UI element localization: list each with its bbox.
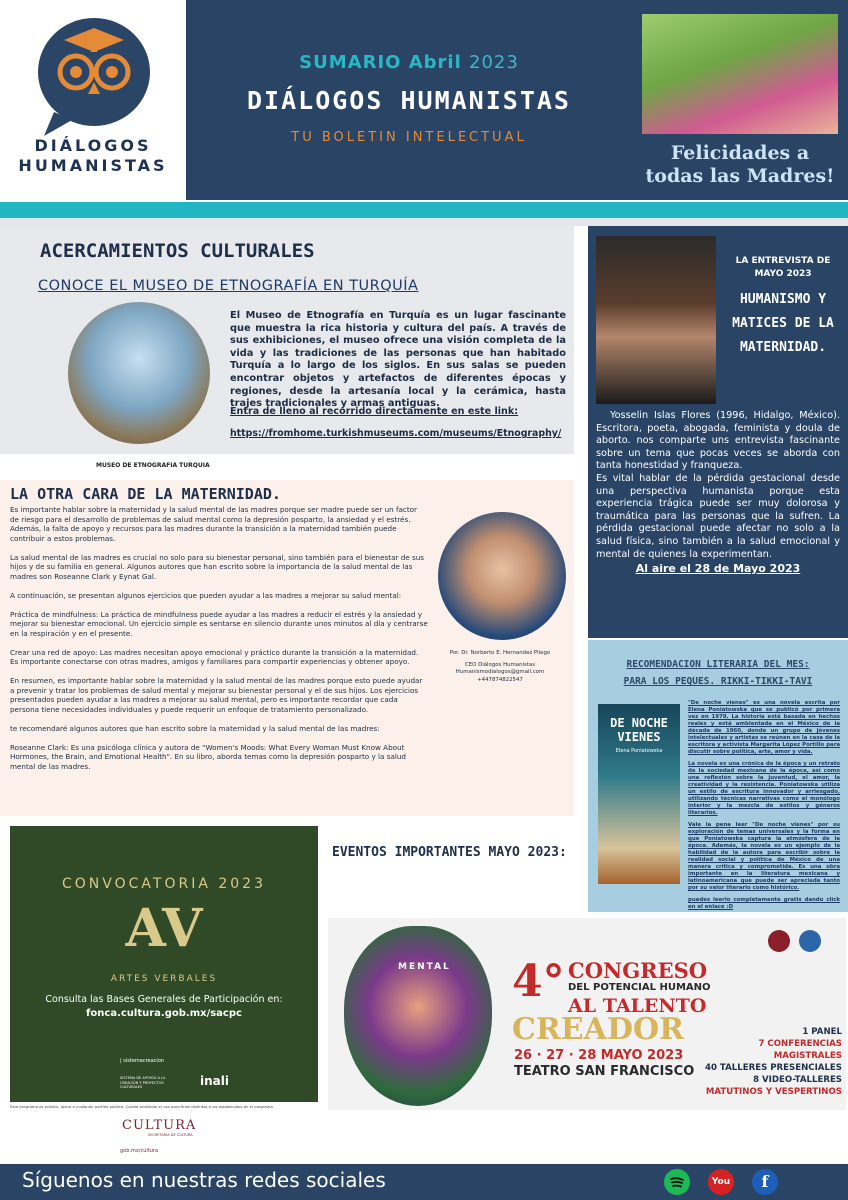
entrevista-air-date: Al aire el 28 de Mayo 2023: [635, 562, 801, 575]
program-item: MAGISTRALES: [773, 1051, 842, 1061]
spotify-icon[interactable]: [664, 1169, 690, 1195]
gob-cultura-link: gob.mx/cultura: [120, 1148, 159, 1154]
otra-cara-paragraph: te recomendaré algunos autores que han escrito sobre la maternidad y la salud mental de las madres:: [10, 723, 380, 733]
convocatoria-subtitle: ARTES VERBALES: [110, 974, 218, 984]
program-item: 1 PANEL: [802, 1027, 842, 1037]
sumario-year: 2023: [469, 52, 519, 73]
otra-cara-title: LA OTRA CARA DE LA MATERNIDAD.: [10, 485, 281, 503]
facebook-icon[interactable]: f: [752, 1169, 778, 1195]
author-photo: [438, 512, 566, 640]
congreso-program-list: [680, 1026, 842, 1098]
recomendacion-link[interactable]: puedes leerlo completamente gratis dando click en el enlace :D: [688, 897, 840, 910]
program-item: 8 VIDEO-TALLERES: [753, 1075, 842, 1085]
book-author: Elena Poniatowska: [615, 748, 663, 754]
otra-cara-paragraph: A continuación, se presentan algunos ejercicios que pueden ayudar a las madres a mejorar su salud mental:: [10, 590, 402, 600]
congreso-date: 26 · 27 · 28 MAYO 2023: [514, 1048, 684, 1063]
logo-area: [0, 0, 186, 200]
convocatoria-disclaimer: Este programa es público, ajeno a cualquier partido político. Queda prohibido el uso para fines distintos a los establecidos en el programa: [10, 1104, 273, 1109]
congreso-number: 4°: [512, 956, 565, 1007]
page-title: DIÁLOGOS HUMANISTAS: [247, 86, 571, 115]
heart-text: MENTAL: [398, 962, 451, 972]
footer-text: Síguenos en nuestras redes sociales: [22, 1168, 386, 1192]
gray-divider: [0, 218, 848, 226]
heart-collage: [344, 926, 492, 1106]
recomendacion-paragraph: "De noche vienes" es una novela escrita por Elena Poniatowska que se publicó por primera vez en 1979. La historia está basada en hechos reales y está ambientada en el México de la década de 1960, donde un grupo de jóvenes intelectuales y artistas se reúnen en la casa de la escritora y activista Margarita López Portillo para discutir sobre política, arte, amor y vida.: [688, 700, 840, 755]
program-item: 40 TALLERES PRESENCIALES: [704, 1063, 842, 1073]
acercamientos-title: ACERCAMIENTOS CULTURALES: [40, 240, 315, 262]
eventos-title: EVENTOS IMPORTANTES MAYO 2023:: [332, 845, 567, 860]
inali-logo: inali: [200, 1074, 229, 1088]
entrevista-title: HUMANISMO Y MATICES DE LA MATERNIDAD.: [732, 292, 834, 355]
felicidades-line-2: todas las Madres!: [645, 165, 835, 187]
recomendacion-paragraph: Vale la pena leer "De noche vienes" por su exploración de temas universales y la forma en que Poniatowska captura la atmósfera de la época. Además, la novela es un ejemplo de la habilidad de la autora para escribir sobre la realidad social y política de México de una manera crítica y comprometida. Es una obra importante en la literatura mexicana y latinoamericana que puede ser apreciada tanto por su valor literario como histórico.: [688, 822, 840, 891]
cultura-subtitle: SECRETARÍA DE CULTURA: [148, 1133, 193, 1137]
program-item: 7 CONFERENCIAS: [758, 1039, 842, 1049]
program-item: MATUTINOS Y VESPERTINOS: [705, 1087, 842, 1097]
felicidades-line-1: Felicidades a: [670, 142, 810, 164]
congreso-line-1: CONGRESO: [568, 958, 708, 983]
congreso-venue: TEATRO SAN FRANCISCO: [514, 1064, 695, 1079]
book-title: DE NOCHE VIENES: [610, 716, 668, 744]
mother-child-photo: [642, 14, 838, 134]
congreso-logos: [764, 930, 821, 956]
otra-cara-paragraph: En resumen, es importante hablar sobre la maternidad y la salud mental de las madres porque esto puede ayudar a prevenir y tratar los problemas de salud mental y mejorar su bienestar personal y el de sus hijos. Los ejercicios presentados pueden ayudar a las madres a mejorar su salud mental, pero es importante recordar que cada persona tiene necesidades individuales y puede requerir un enfoque de tratamiento personalizado.: [10, 676, 423, 714]
entrevista-paragraph-2: Es vital hablar de la pérdida gestacional desde una perspectiva humanista porque esta experiencia trágica puede ser muy dolorosa y traumática para las personas que la sufren. La pérdida gestacional puede afectar no solo a la salud física, sino también a la salud emocional y mental de quienes la experimentan.: [596, 472, 840, 560]
otra-cara-paragraph: Roseanne Clark: Es una psicóloga clínica y autora de "Women's Moods: What Every Woman Must Know About Hormones, the Brain, and Emotional Health". En su libro, aborda temas como la depresión posparto y la salud mental de las madres.: [10, 742, 406, 771]
otra-cara-paragraph: La salud mental de las madres es crucial no solo para su bienestar personal, sino también para el bienestar de sus hijos y de su familia en general. Algunos autores que han escrito sobre la importancia de la salud mental de las madres son Roseanne Clark y Eynat Gal.: [10, 552, 425, 581]
convocatoria-social: | sistemacreacion: [120, 1058, 165, 1064]
otra-cara-paragraph: Es importante hablar sobre la maternidad y la salud mental de las madres porque ser madre puede ser un factor de riesgo para el desarrollo de problemas de salud mental como la depresión posparto, la ansiedad y el estrés. Además, la falta de apoyo y recursos para las madres durante la transición a la maternidad también puede contribuir a estos problemas.: [10, 505, 418, 543]
credit-email: Humanismodialogos@gmail.com: [455, 669, 545, 676]
institution-seal-icon: [768, 930, 790, 952]
credit-phone: +447874822547: [477, 676, 523, 683]
recomendacion-paragraph: La novela es una crónica de la época y un retrato de la sociedad mexicana de la época, así como una reflexión sobre la juventud, el amor, la creatividad y la resistencia. Poniatowska utiliza un estilo de escritura innovador y arriesgado, utilizando técnicas narrativas como el monólogo interior y la mezcla de estilos y géneros literarios.: [688, 761, 840, 816]
owl-logo-icon: [34, 12, 154, 140]
logo-line-2: HUMANISTAS: [18, 156, 168, 175]
recomendacion-title-line-2: PARA LOS PEQUES. RIKKI-TIKKI-TAVI: [623, 676, 813, 687]
sumario-label: [186, 52, 632, 73]
sumario-month: SUMARIO Abril: [299, 52, 462, 73]
convocatoria-sistema-logo: SISTEMA DE APOYOS A LA CREACIÓN Y PROYECTOS CULTURALES: [120, 1076, 166, 1089]
otra-cara-paragraph: Crear una red de apoyo: Las madres necesitan apoyo emocional y práctico durante la transición a la maternidad. Es importante conectarse con otras madres, amigos y familiares para compartir experiencias y obtener apoyo.: [10, 647, 419, 666]
entrevista-label: LA ENTREVISTA DE MAYO 2023: [735, 256, 831, 279]
museum-photo-caption: MUSEO DE ETNOGRAFIA TURQUIA: [96, 462, 210, 469]
entrevista-body: [596, 410, 840, 561]
museum-photo: [68, 302, 210, 444]
youtube-icon[interactable]: You: [708, 1169, 734, 1195]
acercamientos-link-intro: Entra de lleno al recorrido directamente en este link:: [230, 406, 519, 417]
acercamientos-body: El Museo de Etnografía en Turquía es un lugar fascinante que muestra la rica historia y cultura del país. A través de sus exhibiciones, el museo ofrece una visión completa de la vida y las tradiciones de las personas que han habitado Turquía a lo largo de los siglos. En sus salas se pueden encontrar objetos y artefactos de diferentes épocas y regiones, desde la artesanía local y la cerámica, hasta trajes tradicionales y armas antiguas.: [230, 310, 566, 410]
convocatoria-av: AV: [125, 898, 203, 959]
felicidades-heading: [632, 142, 848, 188]
tagline: TU BOLETIN INTELECTUAL: [291, 130, 527, 145]
sel-logo-icon: [799, 930, 821, 952]
congreso-line-3: AL TALENTO: [568, 995, 707, 1017]
credit-name: Por. Dr. Norberto E. Hernandez Pliego: [449, 650, 551, 656]
interviewee-photo: [596, 236, 716, 404]
logo-line-1: DIÁLOGOS: [34, 136, 152, 155]
recomendacion-body: [688, 700, 840, 916]
convocatoria-url[interactable]: fonca.cultura.gob.mx/sacpc: [86, 1008, 242, 1019]
cultura-logo: CULTURA: [122, 1118, 197, 1133]
otra-cara-paragraph: Práctica de mindfulness: La práctica de mindfulness puede ayudar a las madres a reducir el estrés y la ansiedad y mejorar su bienestar emocional. Un ejercicio simple es sentarse en silencio durante unos minutos al día y centrarse en la respiración y en el presente.: [10, 609, 428, 638]
acercamientos-subtitle: CONOCE EL MUSEO DE ETNOGRAFÍA EN TURQUÍA: [38, 278, 419, 294]
congreso-line-4: CREADOR: [512, 1012, 685, 1047]
museum-link[interactable]: https://fromhome.turkishmuseums.com/museums/Etnography/: [230, 428, 562, 439]
convocatoria-heading: CONVOCATORIA 2023: [62, 876, 266, 892]
recomendacion-title: [596, 656, 840, 690]
credit-role: CEO Diálogos Humanistas: [464, 662, 536, 669]
entrevista-paragraph-1: Yosselin Islas Flores (1996, Hidalgo, México). Escritora, poeta, abogada, feminista y doula de aborto. nos comparte uns entrevista fascinante sobre un tema que pocas veces se aborda con tanta honestidad y franqueza.: [596, 410, 840, 472]
author-credit: [430, 650, 570, 684]
convocatoria-bases: Consulta las Bases Generales de Participación en:: [45, 994, 283, 1005]
teal-divider: [0, 202, 848, 218]
otra-cara-body: [10, 505, 428, 781]
congreso-line-2: DEL POTENCIAL HUMANO: [568, 982, 711, 993]
recomendacion-title-line-1: RECOMENDACION LITERARIA DEL MES:: [626, 659, 810, 670]
